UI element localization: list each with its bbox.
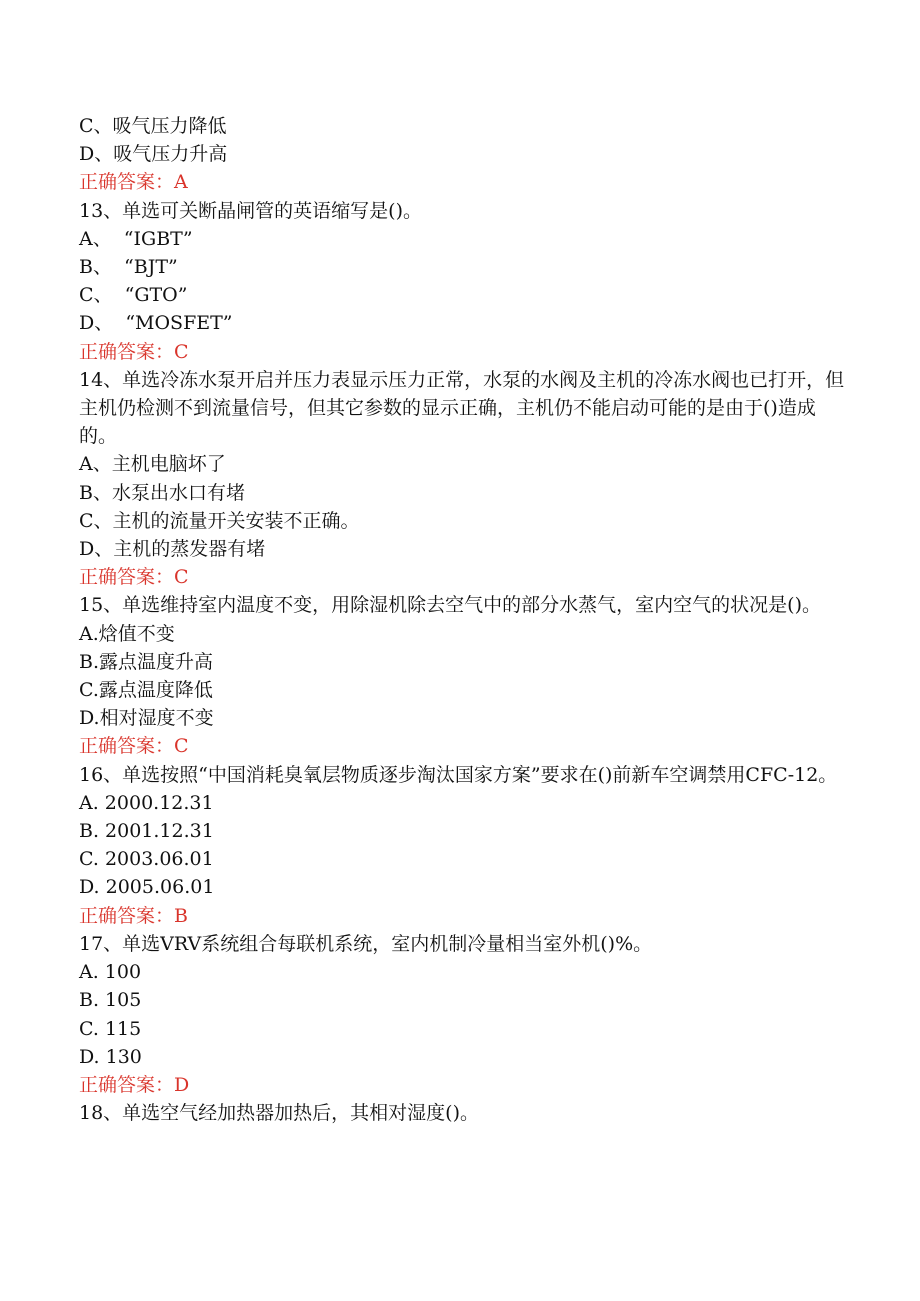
answer-line: 正确答案：B — [79, 904, 188, 927]
question-block-15 — [79, 591, 849, 760]
question-text: 18、单选空气经加热器加热后，其相对湿度()。 — [79, 1102, 480, 1125]
option-line: A. 100 — [79, 961, 142, 984]
answer-line: 正确答案：A — [79, 171, 188, 194]
option-line: D、主机的蒸发器有堵 — [79, 538, 266, 561]
question-text: 17、单选VRV系统组合每联机系统，室内机制冷量相当室外机()%。 — [79, 932, 653, 955]
question-block-18 — [79, 1099, 849, 1127]
question-text: 15、单选维持室内温度不变，用除湿机除去空气中的部分水蒸气，室内空气的状况是()。 — [79, 594, 822, 617]
option-line: C、吸气压力降低 — [79, 115, 227, 137]
option-line: A、 “IGBT” — [79, 227, 193, 250]
question-text: 13、单选可关断晶闸管的英语缩写是()。 — [79, 199, 423, 222]
option-line: D、吸气压力升高 — [79, 143, 228, 166]
option-line: C.露点温度降低 — [79, 679, 213, 702]
option-line: B. 2001.12.31 — [79, 820, 214, 843]
question-block-13 — [79, 197, 849, 366]
option-line: A、主机电脑坏了 — [79, 453, 226, 476]
question-block-17 — [79, 930, 849, 1099]
option-line: C. 2003.06.01 — [79, 848, 214, 871]
option-line: B、 “BJT” — [79, 256, 178, 279]
answer-line: 正确答案：C — [79, 340, 189, 363]
option-line: D.相对湿度不变 — [79, 707, 214, 730]
option-line: A. 2000.12.31 — [79, 791, 214, 814]
option-line: C. 115 — [79, 1017, 142, 1040]
document-page — [79, 112, 849, 1127]
option-line: A.焓值不变 — [79, 622, 175, 645]
option-line: D. 2005.06.01 — [79, 876, 215, 899]
option-line: C、主机的流量开关安装不正确。 — [79, 509, 360, 532]
option-line: D. 130 — [79, 1045, 142, 1068]
answer-line: 正确答案：D — [79, 1073, 190, 1096]
answer-line: 正确答案：C — [79, 566, 189, 589]
option-line: C、 “GTO” — [79, 284, 188, 307]
question-text: 16、单选按照“中国消耗臭氧层物质逐步淘汰国家方案”要求在()前新车空调禁用CFC-12。 — [79, 763, 838, 786]
answer-line: 正确答案：C — [79, 735, 189, 758]
question-text: 14、单选冷冻水泵开启并压力表显示压力正常，水泵的水阀及主机的冷冻水阀也已打开，但主机仍检测不到流量信号，但其它参数的显示正确，主机仍不能启动可能的是由于()造成的。 — [79, 368, 845, 448]
option-line: B. 105 — [79, 989, 142, 1012]
option-line: B、水泵出水口有堵 — [79, 481, 245, 504]
option-line: B.露点温度升高 — [79, 650, 214, 673]
question-block-16 — [79, 761, 849, 930]
option-line: D、 “MOSFET” — [79, 312, 233, 335]
question-block-14 — [79, 366, 849, 592]
